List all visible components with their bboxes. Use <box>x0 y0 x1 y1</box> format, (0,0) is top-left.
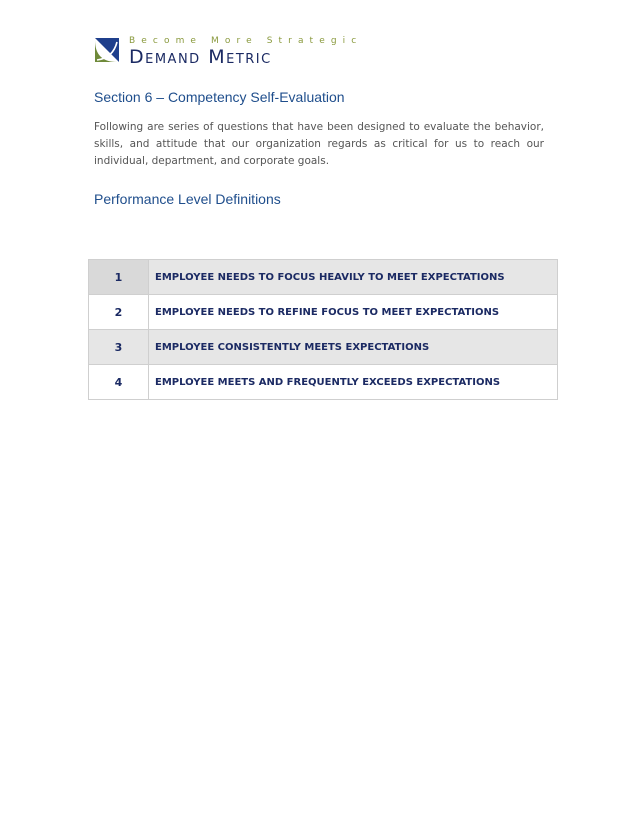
level-row <box>89 295 558 330</box>
level-row <box>89 260 558 295</box>
level-description: EMPLOYEE MEETS AND FREQUENTLY EXCEEDS EXPECTATIONS <box>149 365 558 400</box>
level-number: 1 <box>89 260 149 295</box>
logo-tagline: Become More Strategic <box>129 36 363 46</box>
section-title: Section 6 – Competency Self-Evaluation <box>94 89 345 105</box>
level-description: EMPLOYEE NEEDS TO REFINE FOCUS TO MEET EXPECTATIONS <box>149 295 558 330</box>
level-number: 2 <box>89 295 149 330</box>
level-row <box>89 365 558 400</box>
level-description: EMPLOYEE NEEDS TO FOCUS HEAVILY TO MEET EXPECTATIONS <box>149 260 558 295</box>
level-description: EMPLOYEE CONSISTENTLY MEETS EXPECTATIONS <box>149 330 558 365</box>
intro-paragraph: Following are series of questions that have been designed to evaluate the behavior, skills, and attitude that our organization regards as critical for us to reach our individual, department, and corporate goals. <box>94 121 544 167</box>
logo-brand-name: Demand Metric <box>129 46 272 68</box>
demand-metric-logo-mark-icon <box>93 36 121 64</box>
level-row <box>89 330 558 365</box>
definitions-title: Performance Level Definitions <box>94 191 281 207</box>
performance-levels-table <box>88 259 558 400</box>
demand-metric-logo <box>93 36 363 68</box>
level-number: 4 <box>89 365 149 400</box>
level-number: 3 <box>89 330 149 365</box>
